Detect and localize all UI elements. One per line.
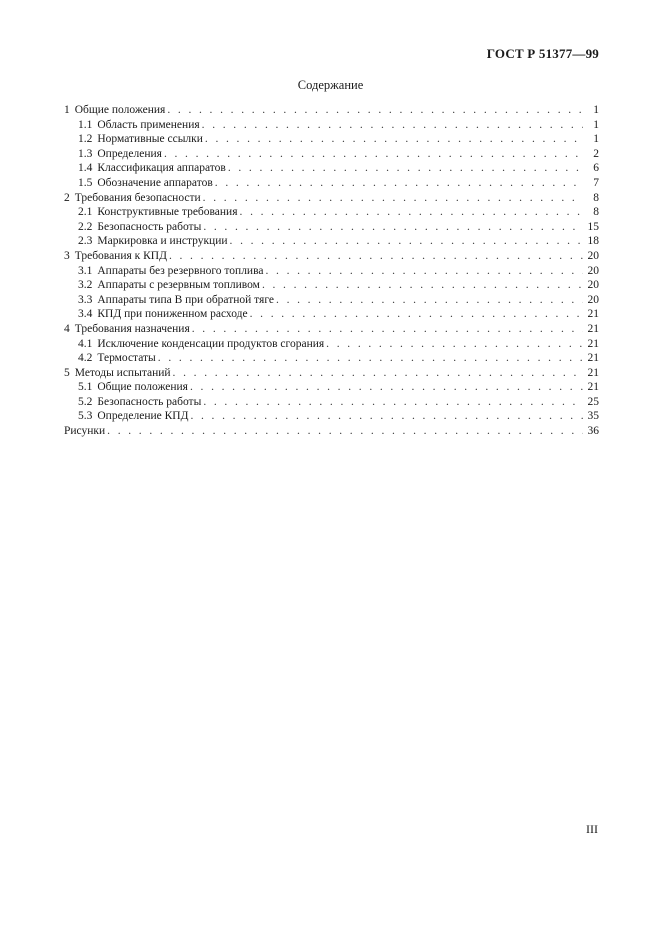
toc-entry-number: 3 bbox=[64, 249, 70, 262]
toc-dot-leader bbox=[240, 205, 583, 220]
toc-dot-leader bbox=[228, 161, 583, 176]
page-number: III bbox=[586, 822, 598, 836]
toc-entry-page: 6 bbox=[593, 162, 599, 175]
toc-entry-label: Область применения bbox=[97, 118, 200, 131]
toc-entry-number: 1.3 bbox=[78, 147, 93, 160]
toc-entry-page: 21 bbox=[587, 352, 599, 365]
toc-entry[interactable] bbox=[64, 191, 599, 206]
toc-dot-leader bbox=[167, 103, 583, 118]
toc-dot-leader bbox=[203, 220, 583, 235]
toc-entry-page: 1 bbox=[593, 133, 599, 146]
toc-entry-page: 21 bbox=[587, 381, 599, 394]
toc-entry-label: Термостаты bbox=[97, 352, 156, 365]
toc-entry-label: Исключение конденсации продуктов сгорания bbox=[97, 337, 325, 350]
toc-entry-page: 2 bbox=[593, 147, 599, 160]
toc-entry-number: 5 bbox=[64, 366, 70, 379]
toc-entry-label: Общие положения bbox=[97, 381, 188, 394]
toc-entry-label: Конструктивные требования bbox=[97, 206, 238, 219]
toc-entry-number: 2 bbox=[64, 191, 70, 204]
toc-entry[interactable] bbox=[64, 205, 599, 220]
toc-entry-page: 1 bbox=[593, 118, 599, 131]
toc-entry[interactable] bbox=[64, 132, 599, 147]
toc-entry-label: Методы испытаний bbox=[74, 366, 171, 379]
toc-dot-leader bbox=[192, 322, 583, 337]
toc-entry-number: 5.1 bbox=[78, 381, 93, 394]
toc-entry-label: Аппараты с резервным топливом bbox=[97, 279, 260, 292]
toc-entry-number: 2.3 bbox=[78, 235, 93, 248]
toc-entry-number: 4 bbox=[64, 322, 70, 335]
toc-dot-leader bbox=[202, 118, 583, 133]
toc-entry-label: Безопасность работы bbox=[97, 220, 202, 233]
toc-entry-label: Маркировка и инструкции bbox=[97, 235, 228, 248]
toc-entry-number: 4.2 bbox=[78, 352, 93, 365]
toc-dot-leader bbox=[164, 147, 583, 162]
toc-entry-page: 25 bbox=[587, 395, 599, 408]
toc-dot-leader bbox=[262, 278, 583, 293]
toc-entry-page: 15 bbox=[587, 220, 599, 233]
toc-entry[interactable] bbox=[64, 103, 599, 118]
toc-entry-page: 8 bbox=[593, 191, 599, 204]
toc-entry-label: Нормативные ссылки bbox=[97, 133, 203, 146]
toc-entry-label: Требования безопасности bbox=[74, 191, 201, 204]
document-code: ГОСТ Р 51377—99 bbox=[486, 46, 599, 61]
toc-entry-number: 3.2 bbox=[78, 279, 93, 292]
toc-entry-page: 20 bbox=[587, 249, 599, 262]
toc-entry-number: 3.1 bbox=[78, 264, 93, 277]
toc-dot-leader bbox=[173, 366, 583, 381]
toc-entry[interactable] bbox=[64, 118, 599, 133]
toc-entry-page: 1 bbox=[593, 104, 599, 116]
toc-entry-label: Определение КПД bbox=[97, 410, 189, 423]
toc-dot-leader bbox=[326, 337, 583, 352]
toc-entry-page: 20 bbox=[587, 264, 599, 277]
toc-entry-label: Обозначение аппаратов bbox=[97, 176, 213, 189]
toc-entry-number: 2.1 bbox=[78, 206, 93, 219]
toc-entry-label: Аппараты без резервного топлива bbox=[97, 264, 264, 277]
toc-entry-number: 3.4 bbox=[78, 308, 93, 321]
toc-entry-number: 1.4 bbox=[78, 162, 93, 175]
toc-entry-number: 5.3 bbox=[78, 410, 93, 423]
toc-entry[interactable] bbox=[64, 409, 599, 424]
toc-entry[interactable] bbox=[64, 220, 599, 235]
toc-entry-label: Безопасность работы bbox=[97, 395, 202, 408]
toc-entry-label: Определения bbox=[97, 147, 162, 160]
toc-entry[interactable] bbox=[64, 147, 599, 162]
toc-entry-page: 21 bbox=[587, 322, 599, 335]
toc-entry-label: Классификация аппаратов bbox=[97, 162, 226, 175]
toc-entry[interactable] bbox=[64, 337, 599, 352]
toc-dot-leader bbox=[203, 395, 583, 410]
toc-entry-number: 3.3 bbox=[78, 293, 93, 306]
toc-entry-page: 21 bbox=[587, 337, 599, 350]
toc-dot-leader bbox=[265, 264, 583, 279]
toc-dot-leader bbox=[190, 380, 583, 395]
toc-entry-label: Требования назначения bbox=[74, 322, 190, 335]
toc-entry-page: 36 bbox=[587, 425, 599, 438]
toc-dot-leader bbox=[215, 176, 583, 191]
table-of-contents bbox=[64, 103, 599, 439]
toc-dot-leader bbox=[203, 191, 583, 206]
toc-entry[interactable] bbox=[64, 234, 599, 249]
toc-entry-page: 35 bbox=[587, 410, 599, 423]
toc-dot-leader bbox=[250, 307, 583, 322]
toc-entry[interactable] bbox=[64, 249, 599, 264]
toc-entry-page: 20 bbox=[587, 293, 599, 306]
toc-dot-leader bbox=[158, 351, 583, 366]
toc-entry[interactable] bbox=[64, 307, 599, 322]
toc-dot-leader bbox=[190, 409, 583, 424]
toc-entry-number: 2.2 bbox=[78, 220, 93, 233]
toc-entry[interactable] bbox=[64, 395, 599, 410]
toc-entry-page: 7 bbox=[593, 176, 599, 189]
toc-dot-leader bbox=[230, 234, 583, 249]
toc-dot-leader bbox=[169, 249, 583, 264]
toc-entry-label: КПД при пониженном расходе bbox=[97, 308, 248, 321]
toc-entry-number: 4.1 bbox=[78, 337, 93, 350]
toc-entry-number: 5.2 bbox=[78, 395, 93, 408]
toc-title: Содержание bbox=[297, 78, 364, 92]
toc-entry[interactable] bbox=[64, 351, 599, 366]
toc-entry[interactable] bbox=[64, 424, 599, 439]
toc-dot-leader bbox=[205, 132, 583, 147]
toc-entry-page: 21 bbox=[587, 366, 599, 379]
toc-entry[interactable] bbox=[64, 293, 599, 308]
toc-entry-label: Рисунки bbox=[64, 425, 106, 438]
toc-entry-number: 1 bbox=[64, 104, 70, 116]
toc-entry[interactable] bbox=[64, 161, 599, 176]
toc-entry-label: Требования к КПД bbox=[74, 249, 167, 262]
toc-entry[interactable] bbox=[64, 322, 599, 337]
toc-entry[interactable] bbox=[64, 278, 599, 293]
toc-entry[interactable] bbox=[64, 380, 599, 395]
toc-entry-page: 21 bbox=[587, 308, 599, 321]
toc-dot-leader bbox=[107, 424, 583, 439]
toc-entry-page: 20 bbox=[587, 279, 599, 292]
toc-entry-page: 18 bbox=[587, 235, 599, 248]
toc-entry-number: 1.1 bbox=[78, 118, 93, 131]
toc-entry[interactable] bbox=[64, 264, 599, 279]
toc-entry-number: 1.2 bbox=[78, 133, 93, 146]
toc-entry-page: 8 bbox=[593, 206, 599, 219]
toc-entry-number: 1.5 bbox=[78, 176, 93, 189]
toc-entry-label: Общие положения bbox=[74, 104, 166, 116]
toc-entry[interactable] bbox=[64, 176, 599, 191]
toc-dot-leader bbox=[276, 293, 583, 308]
toc-entry[interactable] bbox=[64, 366, 599, 381]
toc-entry-label: Аппараты типа В при обратной тяге bbox=[97, 293, 275, 306]
